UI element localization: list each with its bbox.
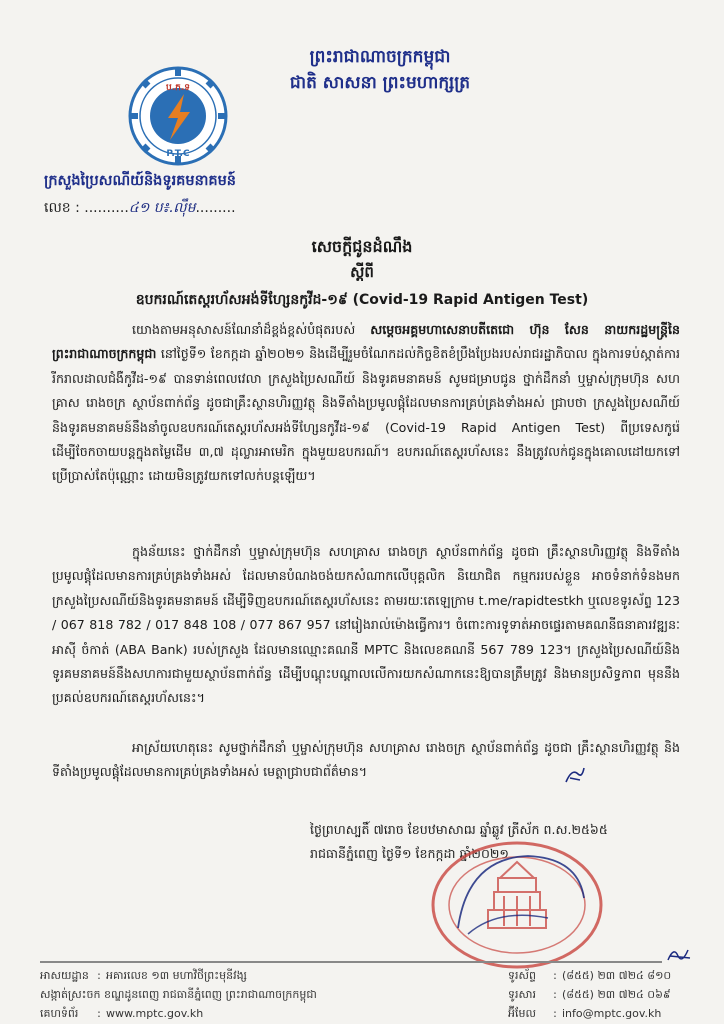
national-motto: ជាតិ សាសនា ព្រះមហាក្សត្រ bbox=[289, 73, 471, 93]
lunar-date: ថ្ងៃព្រហស្បតិ៍ ៧រោច ខែបឋមាសាឍ ឆ្នាំឆ្លូវ ត្រីស័ក ព.ស.២៥៦៥ bbox=[310, 822, 608, 837]
paragraph-1-intro: យោងតាមអនុសាសន៍ណែនាំដ៏ខ្ពង់ខ្ពស់បំផុតរបស់ bbox=[132, 322, 371, 337]
document-title: សេចក្ដីជូនដំណឹង bbox=[311, 237, 413, 256]
reference-number: ៤១ ប៖.ល៉ឹម bbox=[128, 200, 196, 216]
kingdom-name: ព្រះរាជាណាចក្រកម្ពុជា bbox=[309, 47, 451, 67]
fax-number: (៨៥៥) ២៣ ៧២៤ ០៦៩ bbox=[562, 988, 671, 1001]
footer-address: អាសយដ្ឋាន : អគារលេខ ១៣ មហាវិថីព្រះមុនីវង្ស សង្កាត់ស្រះចក ខណ្ឌដូនពេញ រាជធានីភ្នំពេញ ព្រះរាជាណាចក្រកម្ពុជា គេហទំព័រ : www.mptc.gov.kh bbox=[40, 966, 317, 1023]
ministry-logo bbox=[128, 66, 228, 166]
paragraph-2 bbox=[52, 540, 680, 711]
paragraph-2-text: ក្នុងន័យនេះ ថ្នាក់ដឹកនាំ ឬម្ចាស់ក្រុមហ៊ុន សហគ្រាស រោងចក្រ ស្ថាប័នពាក់ព័ន្ធ ដូចជា គ្រឹះស្ថានហិរញ្ញវត្ថុ និងទីតាំងប្រមូលផ្ដុំដែលមានការគ្រប់គ្រងទាំងអស់ ដែលមានបំណងចង់យកសំណាកលើបុគ្គលិក និយោជិត កម្មកររបស់ខ្លួន អាចទំនាក់ទំនងមកក្រសួងប្រៃសណីយ៍និងទូរគមនាគមន៍ ដើម្បីទិញឧបករណ៍តេស្ដរហ័សនេះ តាមរយៈតេឡេក្រាម t.me/rapidtestkh ឬលេខទូរស័ព្ទ 123 / 067 818 782 / 017 848 108 / 077 867 957 នៅរៀងរាល់ម៉ោងធ្វើការ។ ចំពោះការទូទាត់អាចផ្ទេរតាមគណនីធនាគារវឌ្ឍនៈ អាស៊ី ចំកាត់ (ABA Bank) របស់ក្រសួង ដែលមានឈ្មោះគណនី MPTC និងលេខគណនី 567 789 123។ ក្រសួងប្រៃសណីយ៍និងទូរគមនាគមន៍នឹងសហការជាមួយស្ថាប័នពាក់ព័ន្ធ ដើម្បីបណ្ដុះបណ្ដាលលើការយកសំណាកនេះឱ្យបានត្រឹមត្រូវ និងមានប្រសិទ្ធភាព មុននឹងប្រគល់ឧបករណ៍តេស្ដរហ័សនេះ។ bbox=[52, 544, 680, 706]
solar-date: រាជធានីភ្នំពេញ ថ្ងៃទី១ ខែកក្កដា ឆ្នាំ២០២១ bbox=[310, 846, 509, 861]
website-label: គេហទំព័រ bbox=[40, 1007, 79, 1020]
letterhead bbox=[270, 44, 490, 96]
document-subtitle: ស្ដីពី bbox=[350, 263, 374, 281]
ministry-name: ក្រសួងប្រៃសណីយ៍និងទូរគមនាគមន៍ bbox=[44, 173, 237, 189]
logo-bottom-text: P.T.C bbox=[166, 149, 190, 159]
initial-mark bbox=[562, 764, 588, 786]
email-label: អ៊ីមែល bbox=[508, 1007, 536, 1020]
reference-line: លេខ : ..........៤១ ប៖.ល៉ឹម......... bbox=[44, 200, 236, 216]
paragraph-3-text: អាស្រ័យហេតុនេះ សូមថ្នាក់ដឹកនាំ ឬម្ចាស់ក្រុមហ៊ុន សហគ្រាស រោងចក្រ ស្ថាប័នពាក់ព័ន្ធ ដូចជា គ្រឹះស្ថានហិរញ្ញវត្ថុ និងទីតាំងប្រមូលផ្ដុំដែលមានការគ្រប់គ្រងទាំងអស់ មេត្តាជ្រាបជាព័ត៌មាន។ bbox=[52, 740, 680, 780]
address-line-1: អគារលេខ ១៣ មហាវិថីព្រះមុនីវង្ស bbox=[106, 969, 247, 982]
phone-label: ទូរស័ព្ទ bbox=[508, 969, 536, 982]
address-line-2: សង្កាត់ស្រះចក ខណ្ឌដូនពេញ រាជធានីភ្នំពេញ ព្រះរាជាណាចក្រកម្ពុជា bbox=[40, 988, 317, 1001]
paragraph-1 bbox=[52, 318, 680, 489]
footer-initial-mark bbox=[664, 944, 694, 966]
reference-label: លេខ : bbox=[44, 200, 80, 216]
phone-number: (៨៥៥) ២៣ ៧២៤ ៨១០ bbox=[562, 969, 672, 982]
footer-contacts: ទូរស័ព្ទ : (៨៥៥) ២៣ ៧២៤ ៨១០ ទូរសារ : (៨៥៥) ២៣ ៧២៤ ០៦៩ អ៊ីមែល : info@mptc.gov.kh bbox=[508, 966, 671, 1023]
footer-divider bbox=[40, 961, 662, 963]
paragraph-1-rest: នៅថ្ងៃទី១ ខែកក្កដា ឆ្នាំ២០២១ និងដើម្បីរួមចំណែកដល់កិច្ចខិតខំប្រឹងប្រែងរបស់រាជរដ្ឋាភិបាល ក្នុងការទប់ស្កាត់ការរីករាលដាលជំងឺកូវីដ-១៩ បានទាន់ពេលវេលា ក្រសួងប្រៃសណីយ៍ និងទូរគមនាគមន៍ សូមជម្រាបជូន ថ្នាក់ដឹកនាំ ឬម្ចាស់ក្រុមហ៊ុន សហគ្រាស រោងចក្រ ស្ថាប័នពាក់ព័ន្ធ ដូចជាគ្រឹះស្ថានហិរញ្ញវត្ថុ និងទីតាំងប្រមូលផ្ដុំដែលមានការគ្រប់គ្រងទាំងអស់ ជ្រាបថា ក្រសួងប្រៃសណីយ៍និងទូរគមនាគមន៍នឹងនាំចូលឧបករណ៍តេស្ដរហ័សអង់ទីហ្សែនកូវីដ-១៩ (Covid-19 Rapid Antigen Test) ពីប្រទេសកូរ៉េ ដើម្បីចែកចាយបន្តក្នុងតម្លៃដើម ៣,៧ ដុល្លារអាមេរិក ក្នុងមួយឧបករណ៍។ ឧបករណ៍តេស្ដរហ័សនេះ នឹងត្រូវលក់ជូនក្នុងគោលដៅយកទៅប្រើប្រាស់តែប៉ុណ្ណោះ ដោយមិនត្រូវយកទៅលក់បន្តឡើយ។ bbox=[52, 346, 680, 484]
official-seal bbox=[428, 838, 606, 972]
fax-label: ទូរសារ bbox=[508, 988, 536, 1001]
document-subject: ឧបករណ៍តេស្ដរហ័សអង់ទីហ្សែនកូវីដ-១៩ (Covid-19 Rapid Antigen Test) bbox=[135, 292, 589, 308]
email-link[interactable]: info@mptc.gov.kh bbox=[562, 1007, 662, 1020]
logo-top-text: ប.ក.ទ bbox=[166, 83, 190, 93]
website-link[interactable]: www.mptc.gov.kh bbox=[106, 1007, 204, 1020]
address-label: អាសយដ្ឋាន bbox=[40, 969, 89, 982]
paragraph-1-name: សម្ដេចអគ្គមហាសេនាបតីតេជោ ហ៊ុន សែន នាយករដ្ឋមន្ត្រីនៃព្រះរាជាណាចក្រកម្ពុជា bbox=[52, 322, 680, 362]
